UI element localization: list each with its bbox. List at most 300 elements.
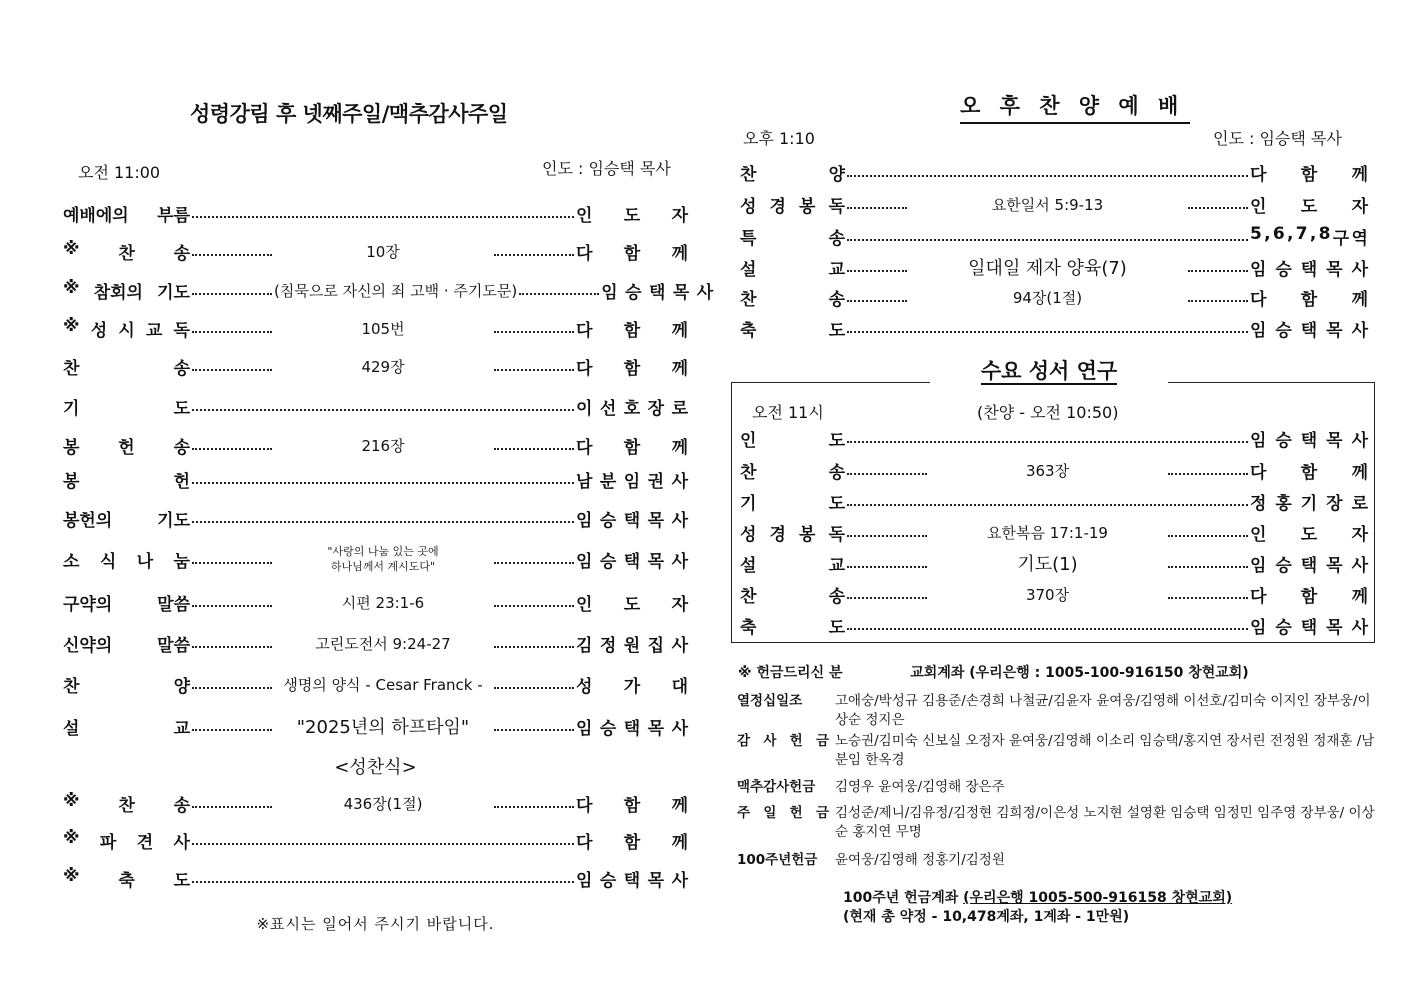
wednesday-item-row bbox=[740, 488, 1368, 514]
wednesday-item-role-char: 임 bbox=[1250, 430, 1267, 451]
afternoon-item-row bbox=[740, 191, 1368, 217]
afternoon-item-role-char: 께 bbox=[1351, 289, 1368, 310]
main-item-role-char: 사 bbox=[671, 718, 688, 739]
main-item-label-char: ※ bbox=[63, 315, 80, 336]
wednesday-item-role-char: 인 bbox=[1250, 524, 1267, 545]
main-item-role-char: 김 bbox=[576, 635, 593, 656]
offering-names: 김성준/제니/김유정/김정현 김희정/이은성 노지현 설영환 임승택 임정민 임주영 장부웅/ 이상순 홍지연 무명 bbox=[835, 805, 1375, 840]
main-item-role-char: 께 bbox=[671, 437, 688, 458]
offering-row bbox=[737, 778, 1377, 797]
main-item-role-char: 성 bbox=[576, 676, 593, 697]
main-item-role-char: 자 bbox=[671, 594, 688, 615]
main-item-row bbox=[63, 865, 688, 891]
main-item-label-char: 도 bbox=[173, 398, 190, 419]
wednesday-item-label-char: 기 bbox=[740, 493, 757, 514]
offering-names: 윤여웅/김영해 정홍기/김정원 bbox=[835, 852, 1005, 868]
main-item-role-char: 께 bbox=[671, 795, 688, 816]
wednesday-item-label-char: 경 bbox=[769, 524, 786, 545]
main-item-row bbox=[63, 315, 688, 341]
afternoon-item-row bbox=[740, 315, 1368, 341]
dot-leader bbox=[847, 473, 927, 475]
main-item-middle: 216장 bbox=[361, 436, 405, 455]
offering-label bbox=[737, 804, 835, 842]
dot-leader bbox=[847, 175, 1248, 177]
main-item-label-char: 사 bbox=[173, 832, 190, 853]
main-item-role-char: 승 bbox=[599, 551, 617, 572]
main-item-middle bbox=[274, 544, 492, 574]
main-item-middle: 105번 bbox=[361, 319, 405, 338]
main-item-role-char: 집 bbox=[647, 635, 665, 656]
main-item-middle: 고린도전서 9:24-27 bbox=[315, 634, 451, 653]
wednesday-item-label bbox=[740, 458, 845, 483]
main-item-label bbox=[63, 590, 190, 615]
wednesday-item-role-char: 목 bbox=[1326, 617, 1343, 638]
afternoon-item-label bbox=[740, 192, 845, 217]
dot-leader bbox=[192, 369, 272, 371]
main-item-label-char: 축 bbox=[118, 870, 135, 891]
main-item-role bbox=[576, 547, 688, 572]
offering-label-text: 맥추감사헌금 bbox=[737, 779, 816, 795]
dot-leader bbox=[494, 448, 574, 450]
wednesday-item-label bbox=[740, 613, 845, 638]
main-item-row bbox=[63, 238, 688, 264]
main-item-role-char: 택 bbox=[623, 870, 641, 891]
dot-leader bbox=[847, 441, 1248, 443]
main-item-role-char: 이 bbox=[576, 398, 593, 419]
dot-leader bbox=[519, 293, 599, 295]
afternoon-service-time: 오후 1:10 bbox=[743, 129, 815, 148]
wednesday-item-role-char: 사 bbox=[1351, 430, 1368, 451]
offering-label-char: 헌 bbox=[789, 805, 803, 821]
main-item-role bbox=[576, 467, 688, 492]
wednesday-item-role-char: 사 bbox=[1351, 617, 1368, 638]
main-item-label-char: 예배에의 bbox=[63, 205, 129, 226]
wednesday-item-label bbox=[740, 551, 845, 576]
main-item-role bbox=[576, 828, 688, 853]
main-item-row bbox=[63, 713, 688, 739]
main-item-row bbox=[63, 505, 688, 531]
wednesday-item-role bbox=[1250, 458, 1368, 483]
wednesday-item-role-char: 함 bbox=[1300, 586, 1318, 607]
afternoon-item-role-char: 다 bbox=[1250, 164, 1267, 185]
main-item-label bbox=[63, 316, 190, 341]
wednesday-item-role-char: 도 bbox=[1300, 524, 1318, 545]
main-item-label-char: 성 bbox=[90, 320, 108, 341]
wednesday-item-label bbox=[740, 582, 845, 607]
main-item-label-char: 봉헌의 bbox=[63, 510, 113, 531]
dot-leader bbox=[1168, 597, 1248, 599]
main-item-role-char: 함 bbox=[623, 320, 641, 341]
main-item-role-char: 사 bbox=[696, 282, 714, 303]
main-item-role-char: 자 bbox=[671, 205, 688, 226]
afternoon-item-role bbox=[1250, 192, 1368, 217]
wednesday-item-label-char: 송 bbox=[828, 462, 845, 483]
afternoon-item-role-char: 목 bbox=[1326, 259, 1343, 280]
main-item-role-char: 가 bbox=[623, 676, 641, 697]
main-item-role-char: 대 bbox=[671, 676, 688, 697]
main-item-label-char: 헌 bbox=[118, 437, 135, 458]
offering-label-char: 주 bbox=[737, 805, 751, 821]
afternoon-item-row bbox=[740, 254, 1368, 280]
main-item-label bbox=[63, 828, 190, 853]
dot-leader bbox=[494, 562, 574, 564]
wednesday-item-role-char: 자 bbox=[1351, 524, 1368, 545]
wednesday-item-role-char: 임 bbox=[1250, 555, 1267, 576]
wednesday-item-middle: 요한복음 17:1-19 bbox=[987, 523, 1108, 542]
main-item-label-char: 찬 bbox=[118, 243, 135, 264]
wednesday-item-label-char: 찬 bbox=[740, 586, 757, 607]
afternoon-item-role-char: 7 bbox=[1295, 223, 1308, 244]
afternoon-item-role-char: 5 bbox=[1250, 223, 1262, 244]
main-item-label-char: ※ bbox=[63, 865, 80, 886]
wednesday-item-role-char: 택 bbox=[1300, 430, 1318, 451]
dot-leader bbox=[847, 535, 927, 537]
afternoon-item-label-char: 경 bbox=[769, 196, 786, 217]
wednesday-item-middle: 370장 bbox=[1025, 585, 1070, 604]
main-item-middle-line: 하나님께서 계시도다" bbox=[330, 560, 436, 573]
dot-leader bbox=[192, 843, 574, 845]
main-item-label-char: ※ bbox=[63, 827, 80, 848]
wednesday-item-role-char: 함 bbox=[1300, 462, 1318, 483]
main-item-label-char: 구약의 bbox=[63, 594, 113, 615]
offering-label-char: 헌 bbox=[789, 733, 803, 749]
wednesday-item-label-char: 축 bbox=[740, 617, 757, 638]
main-item-label bbox=[63, 354, 190, 379]
main-item-role-char: 로 bbox=[671, 398, 688, 419]
wednesday-item-row bbox=[740, 612, 1368, 638]
main-item-label-char: 찬 bbox=[118, 795, 135, 816]
afternoon-item-middle: 일대일 제자 양육(7) bbox=[968, 258, 1127, 279]
wednesday-item-middle: 기도(1) bbox=[1017, 554, 1078, 575]
main-item-role bbox=[576, 433, 688, 458]
main-item-label bbox=[63, 394, 190, 419]
offering-row bbox=[737, 692, 1377, 730]
wednesday-item-row bbox=[740, 425, 1368, 451]
dot-leader bbox=[1188, 300, 1248, 302]
afternoon-item-label-char: 성 bbox=[740, 196, 757, 217]
main-item-label-char: 도 bbox=[173, 870, 190, 891]
main-item-row bbox=[63, 393, 688, 419]
main-item-middle: 10장 bbox=[366, 242, 400, 261]
main-item-row bbox=[63, 790, 688, 816]
main-item-role-char: 께 bbox=[671, 358, 688, 379]
afternoon-item-role bbox=[1250, 316, 1368, 341]
afternoon-item-role bbox=[1250, 160, 1368, 185]
afternoon-item-label bbox=[740, 160, 845, 185]
main-item-role-char: 승 bbox=[599, 870, 617, 891]
main-item-role-char: 목 bbox=[647, 870, 665, 891]
main-item-label-char: 신약의 bbox=[63, 635, 113, 656]
main-item-label-char: 기도 bbox=[157, 282, 190, 303]
afternoon-item-role-char: 함 bbox=[1300, 164, 1318, 185]
afternoon-item-label-char: 설 bbox=[740, 259, 757, 280]
main-item-label-char: 설 bbox=[63, 718, 80, 739]
dot-leader bbox=[192, 729, 272, 731]
offering-label-char: 일 bbox=[763, 805, 777, 821]
afternoon-item-role-char: 택 bbox=[1300, 259, 1318, 280]
wednesday-item-role-char: 사 bbox=[1351, 555, 1368, 576]
afternoon-item-role-char: 승 bbox=[1275, 259, 1292, 280]
standing-note: ※표시는 일어서 주시기 바랍니다. bbox=[256, 915, 495, 933]
main-item-role-char: 께 bbox=[671, 832, 688, 853]
main-item-role-char: 함 bbox=[623, 358, 641, 379]
afternoon-item-label-char: 봉 bbox=[799, 196, 816, 217]
afternoon-item-label-char: 송 bbox=[828, 289, 845, 310]
main-item-role-char: 승 bbox=[599, 510, 617, 531]
main-item-label-char: 나 bbox=[136, 551, 154, 572]
afternoon-item-role-char: 다 bbox=[1250, 289, 1267, 310]
main-item-label-char: 기도 bbox=[157, 510, 190, 531]
main-item-label-char: 눔 bbox=[173, 551, 190, 572]
main-item-label bbox=[63, 714, 190, 739]
main-item-role-char: 택 bbox=[648, 282, 666, 303]
main-item-row bbox=[63, 432, 688, 458]
wednesday-item-label-char: 인 bbox=[740, 430, 757, 451]
main-item-middle: 429장 bbox=[361, 357, 405, 376]
afternoon-item-label-char: 찬 bbox=[740, 289, 757, 310]
afternoon-item-row bbox=[740, 159, 1368, 185]
dot-leader bbox=[847, 331, 1248, 333]
wednesday-item-label-char: 찬 bbox=[740, 462, 757, 483]
main-item-label-char: 시 bbox=[118, 320, 135, 341]
dot-leader bbox=[847, 566, 927, 568]
main-item-role-char: 임 bbox=[601, 282, 618, 303]
afternoon-item-role bbox=[1250, 285, 1368, 310]
wednesday-item-label-char: 송 bbox=[828, 586, 845, 607]
main-item-label-char: 교 bbox=[173, 718, 190, 739]
wednesday-item-role-char: 기 bbox=[1300, 493, 1318, 514]
afternoon-item-role-char: 8 bbox=[1318, 223, 1331, 244]
main-item-role-char: 도 bbox=[623, 594, 641, 615]
wednesday-item-label-char: 도 bbox=[828, 617, 845, 638]
main-item-role-char: 사 bbox=[671, 510, 688, 531]
wednesday-item-row bbox=[740, 550, 1368, 576]
dot-leader bbox=[192, 409, 574, 411]
main-item-row bbox=[63, 466, 688, 492]
offering-label bbox=[737, 732, 835, 770]
wednesday-item-label-char: 설 bbox=[740, 555, 757, 576]
wednesday-item-role-char: 승 bbox=[1275, 430, 1292, 451]
main-item-role bbox=[576, 201, 688, 226]
main-item-middle: 생명의 양식 - Cesar Franck - bbox=[283, 675, 483, 694]
main-item-role-char: 함 bbox=[623, 795, 641, 816]
wednesday-item-role bbox=[1250, 520, 1368, 545]
main-item-role-char: 목 bbox=[647, 718, 665, 739]
dot-leader bbox=[494, 687, 574, 689]
church-account: 교회계좌 (우리은행 : 1005-100-916150 창현교회) bbox=[910, 665, 1249, 681]
main-item-label-char: 송 bbox=[173, 243, 190, 264]
wednesday-item-row bbox=[740, 457, 1368, 483]
dot-leader bbox=[192, 482, 574, 484]
main-item-role-char: 께 bbox=[671, 320, 688, 341]
dot-leader bbox=[192, 216, 574, 218]
offering-names: 김영우 윤여웅/김영해 장은주 bbox=[835, 779, 1005, 795]
main-item-label-char: 송 bbox=[173, 437, 190, 458]
main-item-role-char: 임 bbox=[576, 510, 593, 531]
main-item-role bbox=[576, 394, 688, 419]
main-item-role-char: 사 bbox=[671, 870, 688, 891]
wednesday-item-label-char: 교 bbox=[828, 555, 845, 576]
wednesday-item-middle: 363장 bbox=[1025, 461, 1070, 480]
main-item-role bbox=[576, 239, 688, 264]
wednesday-item-role-char: 승 bbox=[1275, 555, 1292, 576]
offering-label bbox=[737, 851, 835, 870]
main-item-label bbox=[63, 433, 190, 458]
main-item-label bbox=[63, 631, 190, 656]
main-item-role bbox=[576, 866, 688, 891]
wednesday-item-role-char: 목 bbox=[1326, 430, 1343, 451]
afternoon-item-role-char: 인 bbox=[1250, 196, 1267, 217]
main-item-label-char: 말씀 bbox=[157, 635, 190, 656]
wednesday-item-label bbox=[740, 489, 845, 514]
afternoon-item-label-char: 양 bbox=[828, 164, 845, 185]
main-item-label-char: 소 bbox=[63, 551, 80, 572]
afternoon-item-label-char: 특 bbox=[740, 228, 757, 249]
wednesday-item-role-char: 정 bbox=[1250, 493, 1267, 514]
afternoon-service-leader: 인도 : 임승택 목사 bbox=[1213, 129, 1342, 148]
main-item-label-char: 기 bbox=[63, 398, 80, 419]
wednesday-item-role-char: 택 bbox=[1300, 617, 1318, 638]
main-item-label-char: 송 bbox=[173, 795, 190, 816]
main-item-role-char: 승 bbox=[625, 282, 642, 303]
afternoon-item-middle: 94장(1절) bbox=[1012, 288, 1083, 307]
afternoon-item-role-char: 임 bbox=[1250, 259, 1267, 280]
afternoon-item-row bbox=[740, 284, 1368, 310]
dot-leader bbox=[192, 521, 574, 523]
main-item-role-char: 다 bbox=[576, 832, 593, 853]
afternoon-item-role-char: 역 bbox=[1351, 228, 1368, 249]
main-item-label-char: 말씀 bbox=[157, 594, 190, 615]
main-item-label-char: 식 bbox=[99, 551, 117, 572]
dot-leader bbox=[192, 448, 272, 450]
main-item-row bbox=[63, 671, 688, 697]
main-item-role-char: 함 bbox=[623, 243, 641, 264]
wednesday-item-label-char: 도 bbox=[828, 430, 845, 451]
dot-leader bbox=[847, 628, 1248, 630]
afternoon-item-role-char: 도 bbox=[1300, 196, 1318, 217]
main-item-role-char: 정 bbox=[599, 635, 617, 656]
afternoon-service-title: 오 후 찬 양 예 배 bbox=[960, 90, 1190, 124]
main-item-row bbox=[63, 630, 688, 656]
offerings-header-label: ※ 헌금드리신 분 bbox=[738, 665, 843, 681]
main-item-role-char: 임 bbox=[576, 551, 593, 572]
main-service-leader: 인도 : 임승택 목사 bbox=[542, 159, 671, 178]
main-item-role-char: 함 bbox=[623, 832, 641, 853]
wednesday-item-role bbox=[1250, 489, 1368, 514]
main-item-role bbox=[576, 506, 688, 531]
afternoon-item-role-char: , bbox=[1264, 223, 1271, 244]
main-item-label-char: 견 bbox=[136, 832, 154, 853]
dot-leader bbox=[494, 331, 574, 333]
dot-leader bbox=[192, 881, 574, 883]
main-item-role-char: 다 bbox=[576, 320, 593, 341]
dot-leader bbox=[192, 687, 272, 689]
wednesday-item-role-char: 께 bbox=[1351, 462, 1368, 483]
main-item-label bbox=[63, 791, 190, 816]
main-item-role-char: 사 bbox=[671, 551, 688, 572]
wednesday-item-label-char: 봉 bbox=[799, 524, 816, 545]
wednesday-item-role-char: 택 bbox=[1300, 555, 1318, 576]
main-item-role-char: 다 bbox=[576, 795, 593, 816]
main-item-middle-line: "사랑의 나눔 있는 곳에 bbox=[327, 545, 439, 558]
afternoon-item-label-char: 독 bbox=[828, 196, 845, 217]
main-item-role bbox=[576, 791, 688, 816]
main-item-role bbox=[576, 714, 688, 739]
main-item-label-char: 봉 bbox=[63, 471, 80, 492]
wednesday-item-role-char: 장 bbox=[1326, 493, 1343, 514]
main-item-role-char: 임 bbox=[576, 870, 593, 891]
main-item-label bbox=[63, 201, 190, 226]
dot-leader bbox=[192, 646, 272, 648]
main-item-middle: (침묵으로 자신의 죄 고백 · 주기도문) bbox=[274, 281, 518, 300]
afternoon-item-label bbox=[740, 285, 845, 310]
dot-leader bbox=[192, 605, 272, 607]
main-item-row bbox=[63, 277, 714, 303]
dot-leader bbox=[494, 729, 574, 731]
dot-leader bbox=[1188, 207, 1248, 209]
main-item-role bbox=[601, 278, 713, 303]
offering-label-char: 감 bbox=[737, 733, 751, 749]
main-item-role-char: 다 bbox=[576, 243, 593, 264]
afternoon-item-row bbox=[740, 223, 1368, 249]
offering-label bbox=[737, 778, 835, 797]
afternoon-item-label-char: 찬 bbox=[740, 164, 757, 185]
main-item-row bbox=[63, 200, 688, 226]
main-item-role-char: 승 bbox=[599, 718, 617, 739]
main-item-label-char: 찬 bbox=[63, 358, 80, 379]
main-item-middle: 시편 23:1-6 bbox=[341, 593, 425, 612]
dot-leader bbox=[494, 605, 574, 607]
offering-label-char: 금 bbox=[815, 733, 829, 749]
wednesday-praise-time: (찬양 - 오전 10:50) bbox=[977, 403, 1119, 422]
afternoon-item-role-char: 구 bbox=[1332, 228, 1350, 249]
wednesday-item-row bbox=[740, 581, 1368, 607]
wednesday-item-label-char: 도 bbox=[828, 493, 845, 514]
dot-leader bbox=[192, 254, 272, 256]
dot-leader bbox=[1168, 566, 1248, 568]
main-item-role-char: 다 bbox=[576, 437, 593, 458]
afternoon-item-role-char: 택 bbox=[1300, 320, 1318, 341]
wednesday-item-role bbox=[1250, 613, 1368, 638]
main-item-role-char: 인 bbox=[576, 205, 593, 226]
main-item-role-char: 임 bbox=[623, 471, 641, 492]
main-item-label-char: 교 bbox=[145, 320, 163, 341]
afternoon-item-role-char: 함 bbox=[1300, 289, 1318, 310]
offering-label-char: 사 bbox=[763, 733, 777, 749]
afternoon-item-role-char: 사 bbox=[1351, 259, 1368, 280]
wednesday-time: 오전 11시 bbox=[752, 403, 824, 422]
main-item-label-char: 헌 bbox=[173, 471, 190, 492]
main-item-role bbox=[576, 316, 688, 341]
main-item-label bbox=[63, 467, 190, 492]
afternoon-item-label bbox=[740, 255, 845, 280]
wednesday-item-role-char: 목 bbox=[1326, 555, 1343, 576]
afternoon-item-role-char: , bbox=[1287, 223, 1294, 244]
main-item-middle: "2025년의 하프타임" bbox=[296, 717, 470, 738]
offering-row bbox=[737, 732, 1377, 770]
main-item-label-char: 부름 bbox=[157, 205, 190, 226]
main-item-row bbox=[63, 353, 688, 379]
main-item-role-char: 사 bbox=[671, 635, 688, 656]
dot-leader bbox=[847, 270, 907, 272]
wednesday-item-role-char: 승 bbox=[1275, 617, 1292, 638]
dot-leader bbox=[1168, 535, 1248, 537]
afternoon-item-role-char: , bbox=[1309, 223, 1317, 244]
dot-leader bbox=[192, 562, 272, 564]
dot-leader bbox=[494, 646, 574, 648]
dot-leader bbox=[192, 293, 272, 295]
wednesday-item-role bbox=[1250, 426, 1368, 451]
